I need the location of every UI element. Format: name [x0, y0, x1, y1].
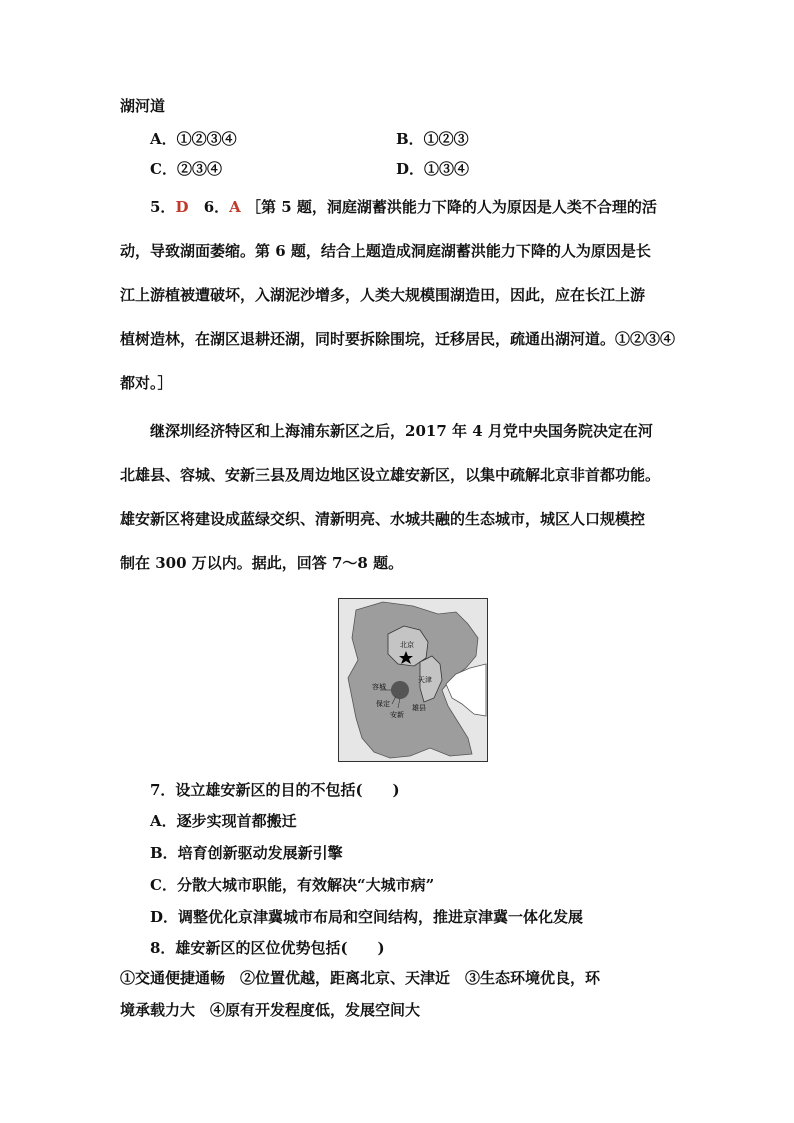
label-xiongxian: 雄县: [412, 704, 426, 712]
answer-line-4: 植树造林，在湖区退耕还湖，同时要拆除围垸，迁移居民，疏通出湖河道。①②③④: [120, 330, 676, 348]
passage-line-3: 雄安新区将建设成蓝绿交织、清新明亮、水城共融的生态城市，城区人口规模控: [120, 510, 646, 528]
xiongan-location-map: [338, 598, 488, 762]
q4-option-a: A．①②③④: [150, 130, 237, 148]
label-tianjin: 天津: [418, 676, 432, 684]
q7-stem: 7．设立雄安新区的目的不包括( ): [150, 781, 400, 799]
q4-tail: 湖河道: [120, 97, 166, 115]
answer-line-5: 都对。］: [120, 374, 173, 392]
q7-option-a: A．逐步实现首都搬迁: [150, 812, 297, 830]
passage-line-4: 制在 300 万以内。据此，回答 7～8 题。: [120, 554, 404, 572]
q6-number: 6．: [203, 198, 230, 216]
q5-answer: D: [175, 198, 189, 216]
q4-option-b: B．①②③: [396, 130, 469, 148]
xiongan-area-marker: [391, 681, 409, 699]
passage-line-1: 继深圳经济特区和上海浦东新区之后，2017 年 4 月党中央国务院决定在河: [150, 422, 653, 440]
q4-option-c: C．②③④: [150, 160, 222, 178]
q5-number: 5．: [150, 198, 176, 216]
q7-option-b: B．培育创新驱动发展新引擎: [150, 844, 343, 862]
q8-stem: 8．雄安新区的区位优势包括( ): [150, 939, 385, 957]
q6-answer: A: [229, 198, 241, 216]
q7-option-c: C．分散大城市职能，有效解决“大城市病”: [150, 876, 435, 894]
explanation-text: ［第 5 题，洞庭湖蓄洪能力下降的人为原因是人类不合理的活: [246, 198, 657, 216]
answer-line-1: [150, 196, 657, 217]
q7-option-d: D．调整优化京津冀城市布局和空间结构，推进京津冀一体化发展: [150, 908, 584, 926]
answer-line-2: 动，导致湖面萎缩。第 6 题，结合上题造成洞庭湖蓄洪能力下降的人为原因是长: [120, 242, 651, 260]
label-beijing: 北京: [400, 641, 414, 649]
q8-options-line-1: ①交通便捷通畅 ②位置优越，距离北京、天津近 ③生态环境优良，环: [120, 969, 601, 987]
passage-line-2: 北雄县、容城、安新三县及周边地区设立雄安新区，以集中疏解北京非首都功能。: [120, 466, 661, 484]
answer-line-3: 江上游植被遭破坏，入湖泥沙增多，人类大规模围湖造田，因此，应在长江上游: [120, 286, 646, 304]
q8-options-line-2: 境承载力大 ④原有开发程度低，发展空间大: [120, 1001, 421, 1019]
label-baoding: 保定: [376, 700, 390, 708]
label-anxin: 安新: [390, 711, 404, 719]
q4-option-d: D．①③④: [396, 160, 470, 178]
label-rongcheng: 容城: [372, 683, 386, 691]
